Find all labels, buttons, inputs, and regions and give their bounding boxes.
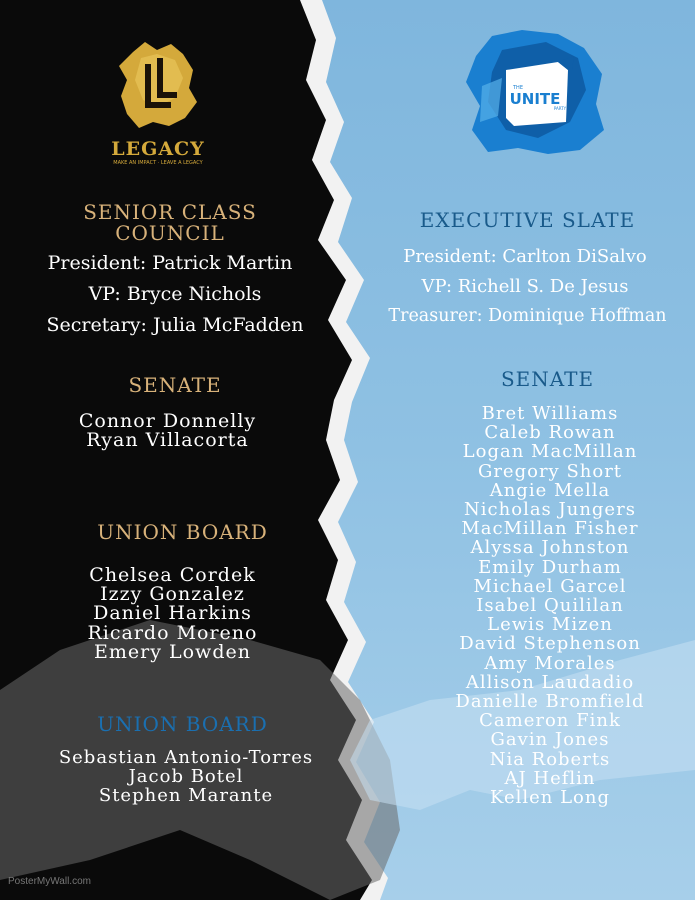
list-item: AJ Heflin [504, 767, 596, 789]
unite-logo-name: UNITE [509, 90, 561, 108]
legacy-senate-heading: SENATE [128, 373, 222, 397]
list-item: Chelsea Cordek [89, 564, 256, 586]
list-item: Daniel Harkins [93, 602, 252, 625]
list-item: Nicholas Jungers [464, 499, 636, 521]
list-item: Sebastian Antonio-Torres [58, 747, 314, 768]
legacy-union-board-heading: UNION BOARD [97, 520, 268, 544]
legacy-logo-icon [113, 40, 203, 140]
list-item: Ryan Villacorta [86, 429, 249, 452]
watermark: PosterMyWall.com [8, 876, 91, 887]
senior-class-council-heading-2: COUNCIL [115, 221, 225, 245]
legacy-union-board-list [0, 566, 345, 662]
list-item: MacMillan Fisher [461, 518, 639, 540]
unite-logo-small-word: THE [513, 85, 523, 91]
unite-union-board-list [0, 748, 372, 806]
list-item: Lewis Mizen [487, 614, 613, 636]
list-item: Ricardo Moreno [87, 621, 258, 644]
list-item: Amy Morales [484, 652, 616, 674]
council-secretary: Secretary: Julia McFadden [46, 314, 304, 336]
list-item: Caleb Rowan [484, 422, 616, 444]
list-item: Gavin Jones [490, 729, 610, 751]
unite-logo-suffix: PARTY [553, 106, 567, 111]
list-item: David Stephenson [459, 633, 641, 655]
list-item: Gregory Short [477, 460, 623, 482]
unite-union-board-heading: UNION BOARD [97, 712, 268, 736]
list-item: Alyssa Johnston [470, 537, 630, 559]
list-item: Logan MacMillan [462, 441, 638, 463]
list-item: Allison Laudadio [465, 671, 635, 693]
council-president: President: Patrick Martin [47, 252, 293, 274]
list-item: Cameron Fink [479, 710, 621, 732]
list-item: Danielle Bromfield [455, 691, 645, 713]
exec-president: President: Carlton DiSalvo [403, 246, 647, 267]
unite-senate-list [420, 404, 680, 807]
list-item: Emily Durham [478, 556, 622, 578]
legacy-logo-tagline: MAKE AN IMPACT · LEAVE A LEGACY [113, 160, 203, 166]
list-item: Connor Donnelly [78, 410, 257, 432]
senior-class-council-heading-1: SENIOR CLASS [83, 200, 257, 224]
list-item: Kellen Long [489, 787, 610, 809]
list-item: Stephen Marante [98, 785, 274, 807]
list-item: Jacob Botel [128, 766, 244, 788]
list-item: Bret Williams [481, 403, 619, 424]
executive-slate-heading: EXECUTIVE SLATE [419, 208, 636, 232]
list-item: Emery Lowden [94, 640, 251, 663]
unite-senate-heading: SENATE [500, 367, 595, 391]
exec-vp: VP: Richell S. De Jesus [421, 276, 629, 297]
exec-treasurer: Treasurer: Dominique Hoffman [388, 306, 667, 326]
legacy-logo-name: LEGACY [111, 138, 205, 160]
council-vp: VP: Bryce Nichols [88, 283, 262, 305]
list-item: Michael Garcel [473, 575, 627, 597]
list-item: Isabel Quililan [476, 595, 624, 617]
legacy-senate-list [0, 412, 335, 450]
list-item: Nia Roberts [489, 748, 611, 770]
list-item: Angie Mella [489, 479, 611, 501]
list-item: Izzy Gonzalez [100, 583, 245, 606]
